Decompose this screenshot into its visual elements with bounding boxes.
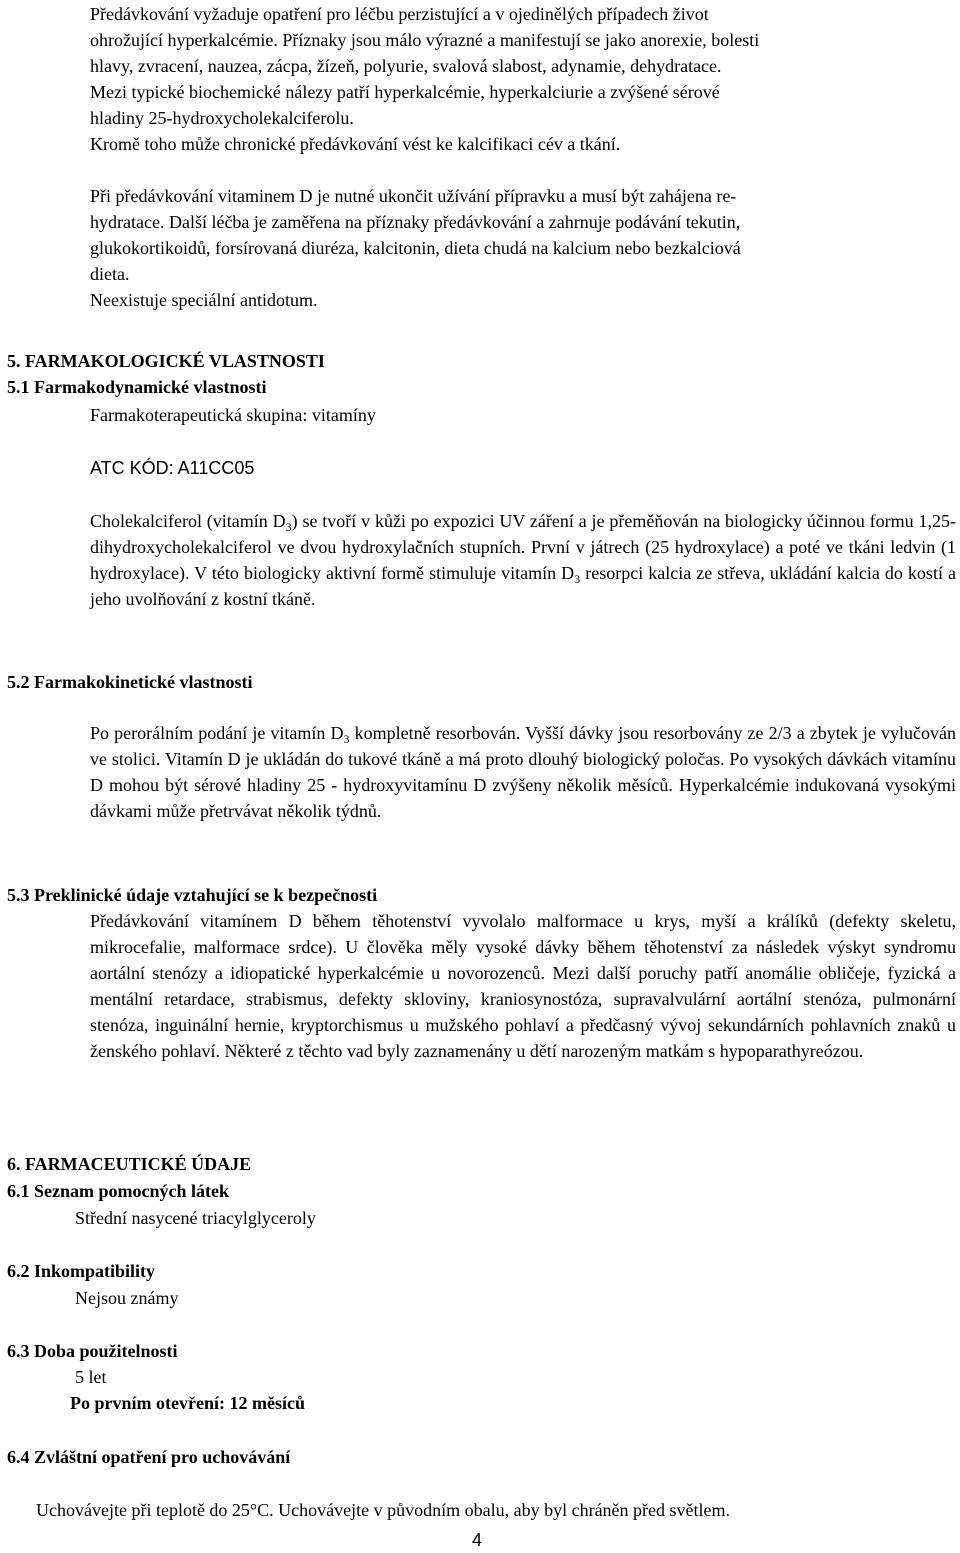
section-6-4-heading: 6.4 Zvláštní opatření pro uchovávání — [7, 1447, 291, 1467]
section-6-2-heading: 6.2 Inkompatibility — [7, 1261, 156, 1281]
section-5-1-text: Cholekalciferol (vitamín $D_3$) se tvoří v kůži po expozici UV záření a je přeměňován na biologicky účinnou formu 1,25-dihydroxycholekalciferol ve dvou hydroxylačních stupních. První v játrech (25 hydroxylace) a poté ve tkáni ledvin (1 hydroxylace). V této biologicky aktivní formě stimuluje vitamín $D_3$ resorpci kalcia ze střeva, ukládání kalcia do kostí a jeho uvolňování z kostní tkáně. — [90, 511, 956, 609]
overdose-paragraph-2 — [90, 183, 956, 313]
section-6-4-text: Uchovávejte při teplotě do 25°C. Uchovávejte v původním obalu, aby byl chráněn před světlem. — [36, 1500, 731, 1520]
text-line: hlavy, zvracení, nauzea, zácpa, žízeň, polyurie, svalová slabost, adynamie, dehydratace. — [90, 56, 722, 76]
text-line: Neexistuje speciální antidotum. — [90, 290, 318, 310]
section-6-1-text: Střední nasycené triacylglyceroly — [75, 1208, 316, 1228]
text-line: hladiny 25-hydroxycholekalciferolu. — [90, 108, 354, 128]
text-line: Předávkování vyžaduje opatření pro léčbu perzistující a v ojedinělých případech život — [90, 4, 709, 24]
page-number: 4 — [472, 1530, 483, 1550]
section-6-3-after-opening: Po prvním otevření: 12 měsíců — [70, 1393, 305, 1413]
section-6-heading: 6. FARMACEUTICKÉ ÚDAJE — [7, 1154, 252, 1174]
text-line: Kromě toho může chronické předávkování vést ke kalcifikaci cév a tkání. — [90, 134, 621, 154]
section-5-heading: 5. FARMAKOLOGICKÉ VLASTNOSTI — [7, 351, 325, 371]
section-6-3-heading: 6.3 Doba použitelnosti — [7, 1341, 178, 1361]
section-6-2-text: Nejsou známy — [75, 1288, 179, 1308]
text-line: hydratace. Další léčba je zaměřena na příznaky předávkování a zahrnuje podávání tekutin, — [90, 212, 741, 232]
section-5-2-heading: 5.2 Farmakokinetické vlastnosti — [7, 672, 253, 692]
text-line: Při předávkování vitaminem D je nutné ukončit užívání přípravku a musí být zahájena re- — [90, 186, 737, 206]
section-5-2-text: Po perorálním podání je vitamín $D_3$ kompletně resorbován. Vyšší dávky jsou resorbovány ze 2/3 a zbytek je vylučován ve stolici. Vitamín D je ukládán do tukové tkáně a má proto dlouhý biologický poločas. Po vysokých dávkách vitamínu D mohou být sérové hladiny 25 - hydroxyvitamínu D zvýšeny několik měsíců. Hyperkalcémie indukovaná vysokými dávkami může přetrvávat několik týdnů. — [90, 723, 956, 821]
overdose-paragraph-1 — [90, 1, 956, 157]
pharmacotherapeutic-group: Farmakoterapeutická skupina: vitamíny — [90, 405, 376, 425]
text-line: Mezi typické biochemické nálezy patří hyperkalcémie, hyperkalciurie a zvýšené sérové — [90, 82, 720, 102]
section-5-1-heading: 5.1 Farmakodynamické vlastnosti — [7, 377, 267, 397]
section-6-3-text: 5 let — [75, 1367, 107, 1387]
text-line: dieta. — [90, 264, 130, 284]
text-line: glukokortikoidů, forsírovaná diuréza, kalcitonin, dieta chudá na kalcium nebo bezkalciová — [90, 238, 741, 258]
section-6-1-heading: 6.1 Seznam pomocných látek — [7, 1181, 229, 1201]
atc-code: ATC KÓD: A11CC05 — [90, 458, 255, 478]
section-5-3-text: Předávkování vitamínem D během těhotenství vyvolalo malformace u krys, myší a králíků (defekty skeletu, mikrocefalie, malformace srdce). U člověka měly vysoké dávky během těhotenství za následek výskyt syndromu aortální stenózy a idiopatické hyperkalcémie u novorozenců. Mezi další poruchy patří anomálie obličeje, fyzická a mentální retardace, strabismus, defekty skloviny, kraniosynostóza, supravalvulární aortální stenóza, pulmonární stenóza, inguinální hernie, kryptorchismus u mužského pohlaví a předčasný vývoj sekundárních pohlavních znaků u ženského pohlaví. Některé z těchto vad byly zaznamenány u dětí narozeným matkám s hypoparathyreózou. — [90, 911, 956, 1061]
text-line: ohrožující hyperkalcémie. Příznaky jsou málo výrazné a manifestují se jako anorexie, bolesti — [90, 30, 760, 50]
section-5-3-heading: 5.3 Preklinické údaje vztahující se k bezpečnosti — [7, 885, 378, 905]
